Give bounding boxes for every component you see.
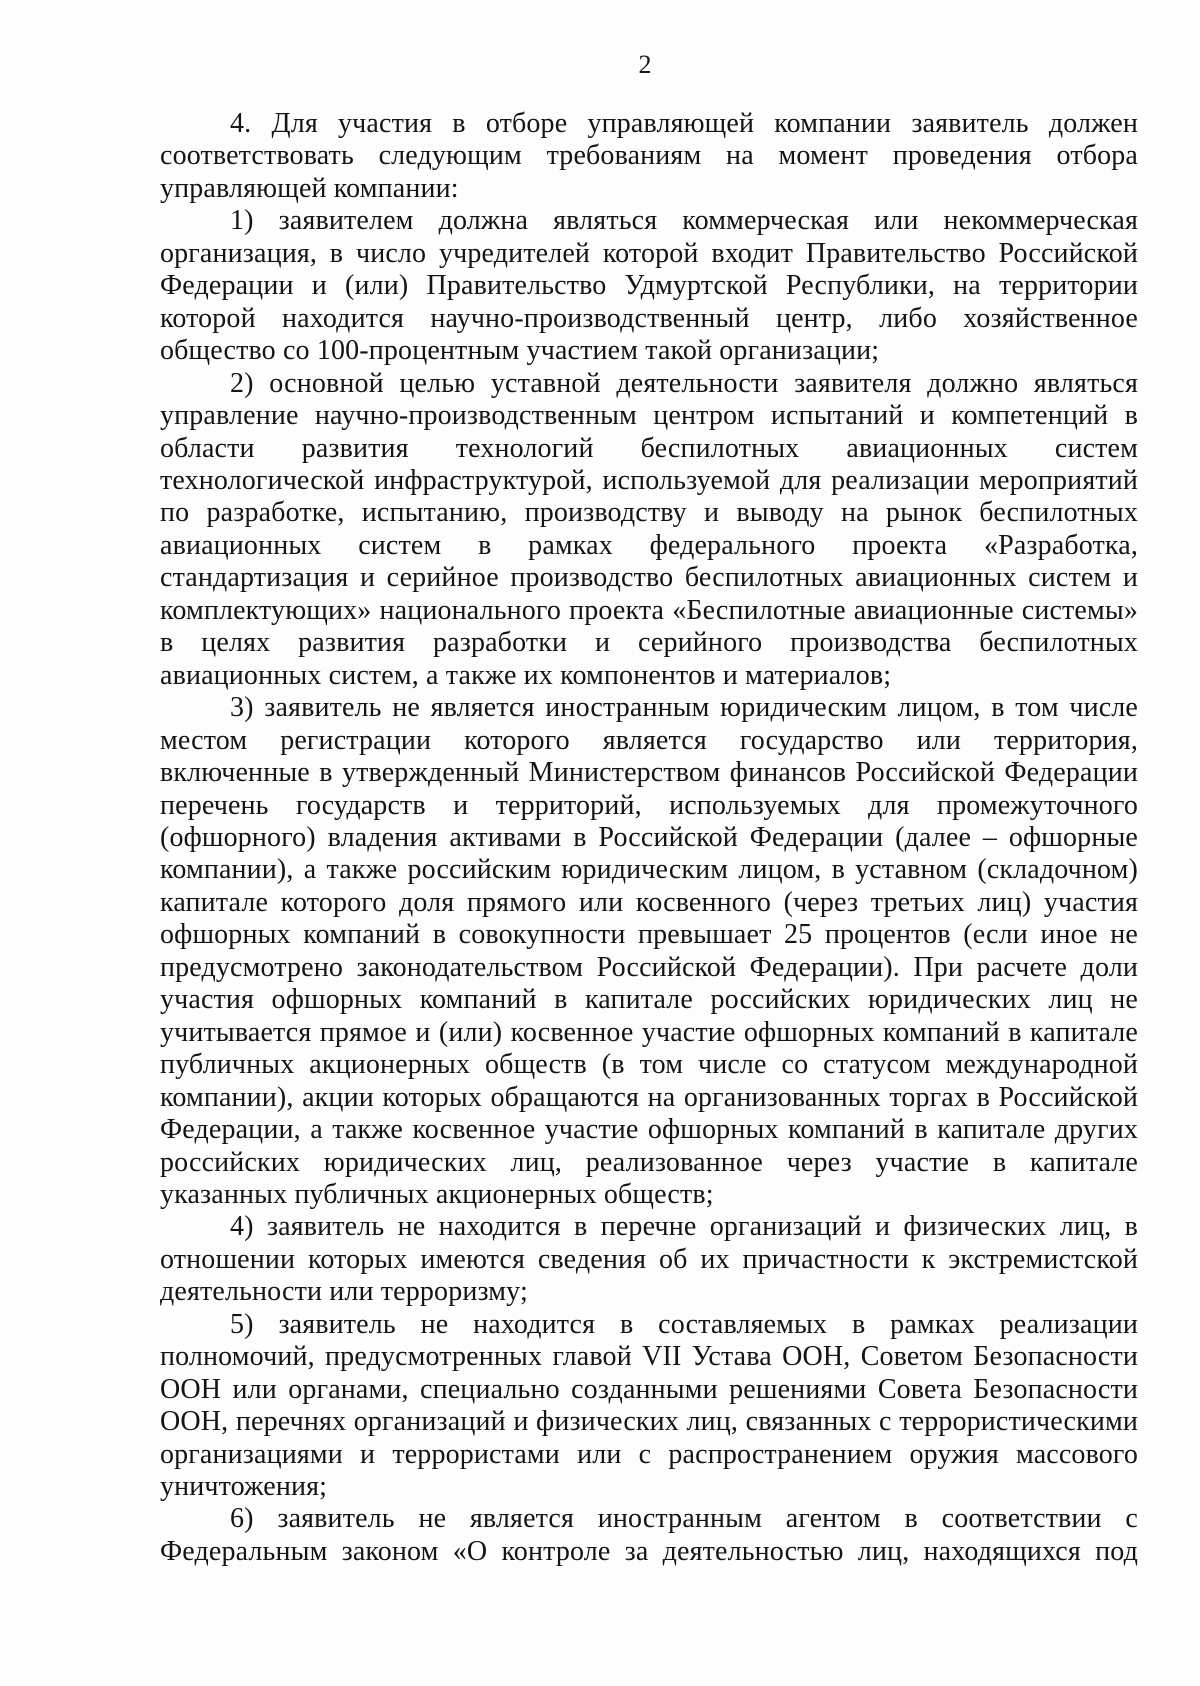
- paragraph-item-5: 5) заявитель не находится в составляемых в рамках реализации полномочий, предусмотренных главой VII Устава ООН, Советом Безопасности ООН или органами, специально созданными решениями Совета Безопасности ООН, перечнях организаций и физических лиц, связанных с террористическими организациями и террористами или с распространением оружия массового уничтожения;: [160, 1308, 1138, 1503]
- document-body: [160, 108, 1138, 1568]
- paragraph-4-requirements: 4. Для участия в отборе управляющей компании заявитель должен соответствовать следующим требованиям на момент проведения отбора управляющей компании:: [160, 108, 1138, 204]
- page-number: 2: [638, 50, 652, 79]
- paragraph-item-6: 6) заявитель не является иностранным агентом в соответствии с Федеральным законом «О контроле за деятельностью лиц, находящихся под: [160, 1503, 1138, 1567]
- paragraph-item-3: 3) заявитель не является иностранным юридическим лицом, в том числе местом регистрации которого является государство или территория, включенные в утвержденный Министерством финансов Российской Федерации перечень государств и территорий, используемых для промежуточного (офшорного) владения активами в Российской Федерации (далее – офшорные компании), а также российским юридическим лицом, в уставном (складочном) капитале которого доля прямого или косвенного (через третьих лиц) участия офшорных компаний в совокупности превышает 25 процентов (если иное не предусмотрено законодательством Российской Федерации). При расчете доли участия офшорных компаний в капитале российских юридических лиц не учитывается прямое и (или) косвенное участие офшорных компаний в капитале публичных акционерных обществ (в том числе со статусом международной компании), акции которых обращаются на организованных торгах в Российской Федерации, а также косвенное участие офшорных компаний в капитале других российских юридических лиц, реализованное через участие в капитале указанных публичных акционерных обществ;: [160, 692, 1138, 1210]
- paragraph-item-2: 2) основной целью уставной деятельности заявителя должно являться управление научно-производственным центром испытаний и компетенций в области развития технологий беспилотных авиационных систем технологической инфраструктурой, используемой для реализации мероприятий по разработке, испытанию, производству и выводу на рынок беспилотных авиационных систем в рамках федерального проекта «Разработка, стандартизация и серийное производство беспилотных авиационных систем и комплектующих» национального проекта «Беспилотные авиационные системы» в целях развития разработки и серийного производства беспилотных авиационных систем, а также их компонентов и материалов;: [160, 367, 1138, 691]
- paragraph-item-4: 4) заявитель не находится в перечне организаций и физических лиц, в отношении которых имеются сведения об их причастности к экстремистской деятельности или терроризму;: [160, 1211, 1138, 1308]
- paragraph-item-1: 1) заявителем должна являться коммерческая или некоммерческая организация, в число учредителей которой входит Правительство Российской Федерации и (или) Правительство Удмуртской Республики, на территории которой находится научно-производственный центр, либо хозяйственное общество со 100-процентным участием такой организации;: [160, 205, 1138, 367]
